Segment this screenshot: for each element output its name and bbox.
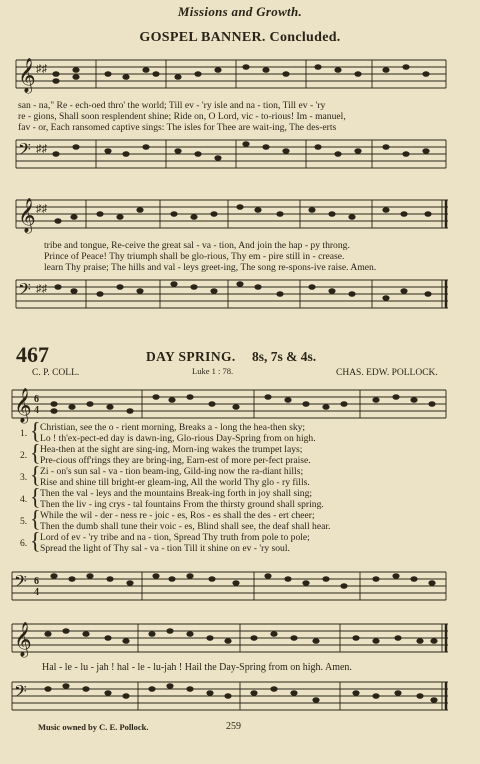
svg-text:♯♯: ♯♯ <box>36 203 47 215</box>
gospel-banner-lyric-line: learn Thy praise; The hills and val - leys greet-ing, The song re-spons-ive raise. Amen. <box>44 262 377 273</box>
svg-text:𝄢: 𝄢 <box>14 573 27 595</box>
verse-brace: { <box>30 527 41 554</box>
staff-bass-hymn-1 <box>0 566 480 612</box>
verse-brace: { <box>30 439 41 466</box>
svg-text:𝄢: 𝄢 <box>18 141 31 163</box>
gospel-banner-lyric-line: re - gions, Shall soon resplendent shine; Ride on, O Lord, vic - to-rious! Im - manuel, <box>18 111 346 122</box>
verse-line: Spread the light of Thy sal - va - tion Till it shine on ev - 'ry soul. <box>40 543 290 554</box>
gospel-banner-lyric-line: san - na," Re - ech-oed thro' the world; Till ev - 'ry isle and na - tion, Till ev - 'ry <box>18 100 326 111</box>
verse-number: 1. <box>20 428 28 439</box>
svg-text:𝄞: 𝄞 <box>18 59 36 92</box>
svg-text:4: 4 <box>34 405 39 416</box>
staff-treble-system1 <box>0 52 480 98</box>
hymn-author: C. P. COLL. <box>32 368 80 378</box>
verse-line: Rise and shine till bright-er gleam-ing, All the world Thy glo - ry fills. <box>40 477 310 488</box>
hymn-meter: 8s, 7s & 4s. <box>252 349 317 364</box>
svg-text:𝄞: 𝄞 <box>18 199 36 232</box>
hymn-number: 467 <box>16 342 49 367</box>
section-title: GOSPEL BANNER. Concluded. <box>139 30 341 45</box>
verse-number: 2. <box>20 450 28 461</box>
staff-bass-hymn-2 <box>0 676 480 718</box>
verse-line: Then the liv - ing crys - tal fountains From the thirsty ground shall spring. <box>40 499 324 510</box>
staff-treble-system2 <box>0 192 480 238</box>
svg-text:♯♯: ♯♯ <box>36 143 47 155</box>
staff-bass-system1 <box>0 134 480 180</box>
verse-number: 3. <box>20 472 28 483</box>
verse-line: Christian, see the o - rient morning, Breaks a - long the hea-then sky; <box>40 422 306 433</box>
verse-line: Then the val - leys and the mountains Break-ing forth in joy shall sing; <box>40 488 313 499</box>
svg-text:♯♯: ♯♯ <box>36 63 47 75</box>
verse-line: Lo ! th'ex-pect-ed day is dawn-ing, Glo-rious Day-Spring from on high. <box>40 433 316 444</box>
hymn-scripture: Luke 1 : 78. <box>192 366 234 376</box>
verse-number: 4. <box>20 494 28 505</box>
verse-number: 5. <box>20 516 28 527</box>
hymn-composer: CHAS. EDW. POLLOCK. <box>336 368 438 378</box>
verse-brace: { <box>30 483 41 510</box>
staff-bass-system2 <box>0 274 480 320</box>
verse-line: While the wil - der - ness re - joic - es, Ros - es shall the des - ert cheer; <box>40 510 315 521</box>
svg-text:𝄢: 𝄢 <box>18 281 31 303</box>
verse-line: Pre-cious off'rings they are bring-ing, Earn-est of more per-fect praise. <box>40 455 311 466</box>
hymn-title: DAY SPRING. <box>146 349 236 364</box>
verse-line: Zi - on's sun sal - va - tion beam-ing, Gild-ing now the ra-diant hills; <box>40 466 304 477</box>
gospel-banner-lyric-line: Prince of Peace! Thy triumph shall be glo-rious, Thy em - pire still in - crease. <box>44 251 345 262</box>
verse-line: Hea-then at the sight are sing-ing, Morn-ing wakes the trumpet lays; <box>40 444 303 455</box>
svg-text:♯♯: ♯♯ <box>36 283 47 295</box>
svg-text:4: 4 <box>34 587 39 598</box>
svg-text:6: 6 <box>34 394 39 405</box>
page-number: 259 <box>226 721 241 732</box>
verse-line: Lord of ev - 'ry tribe and na - tion, Spread Thy truth from pole to pole; <box>40 532 310 543</box>
svg-text:𝄞: 𝄞 <box>14 389 32 422</box>
gospel-banner-lyric-line: fav - or, Each ransomed captive sings: The isles for Thee are wait-ing, The des-erts <box>18 122 337 133</box>
svg-text:𝄞: 𝄞 <box>14 623 32 656</box>
copyright-note: Music owned by C. E. Pollock. <box>38 722 149 732</box>
running-title: Missions and Growth. <box>177 4 303 19</box>
verse-line: Then the dumb shall tune their voic - es, Blind shall see, the deaf shall hear. <box>40 521 331 532</box>
svg-text:6: 6 <box>34 576 39 587</box>
verse-brace: { <box>30 417 41 444</box>
verse-brace: { <box>30 461 41 488</box>
gospel-banner-lyric-line: tribe and tongue, Re-ceive the great sal - va - tion, And join the hap - py throng. <box>44 240 350 251</box>
refrain-lyric: Hal - le - lu - jah ! hal - le - lu-jah ! Hail the Day-Spring from on high. Amen. <box>42 662 352 673</box>
verse-number: 6. <box>20 538 28 549</box>
staff-treble-hymn-2 <box>0 616 480 662</box>
verse-brace: { <box>30 505 41 532</box>
svg-text:𝄢: 𝄢 <box>14 683 27 705</box>
